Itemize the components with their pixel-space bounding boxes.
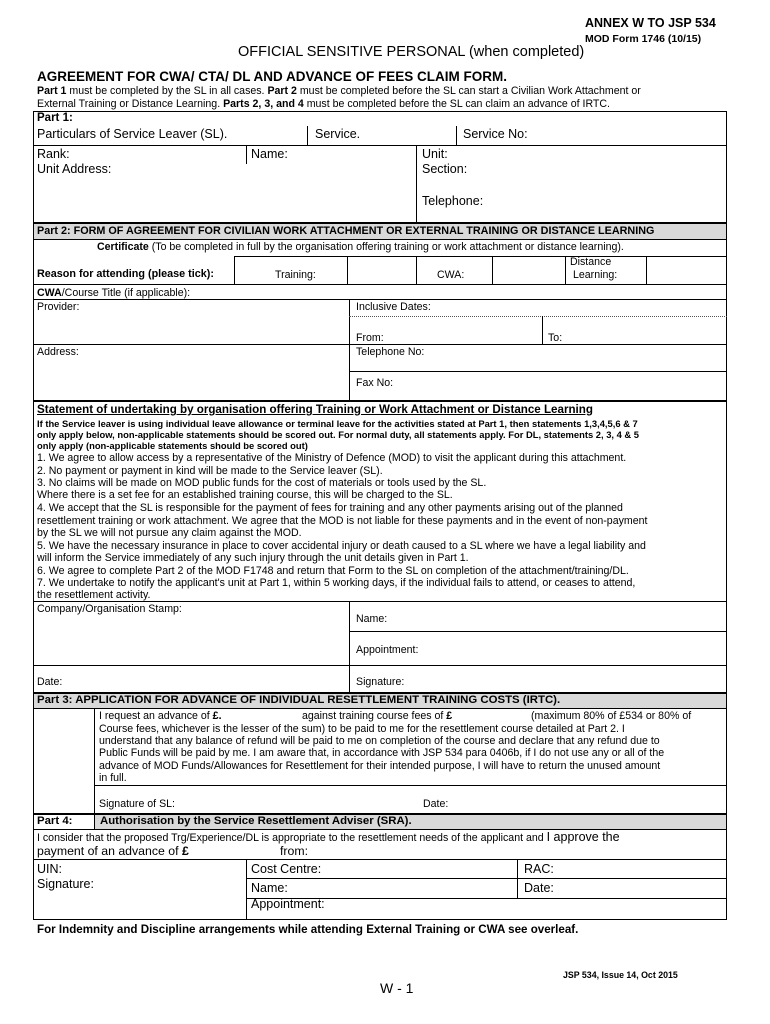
- statement-6: 6. We agree to complete Part 2 of the MOD F1748 and return that Form to the SL on completion of the attachment/training/DL.: [37, 565, 629, 577]
- org-date-field[interactable]: Date:: [37, 676, 63, 688]
- part3-heading: Part 3: APPLICATION FOR ADVANCE OF INDIVIDUAL RESETTLEMENT TRAINING COSTS (IRTC).: [37, 694, 561, 706]
- to-date-field[interactable]: To:: [548, 332, 563, 344]
- telephone-field[interactable]: Telephone:: [422, 194, 484, 208]
- undertaking-heading: Statement of undertaking by organisation offering Training or Work Attachment or Distance Learning: [37, 403, 593, 416]
- intro-line-2: External Training or Distance Learning. Parts 2, 3, and 4 must be completed before the SL can claim an advance of IRTC.: [37, 98, 610, 110]
- unit-address-field[interactable]: Unit Address:: [37, 162, 112, 176]
- service-field[interactable]: Service.: [315, 127, 361, 141]
- name-field[interactable]: Name:: [251, 147, 288, 161]
- undertaking-condition-2: only apply below, non-applicable statements should be scored out. For normal duty, all statements apply. For DL, statements 2, 3, 4 & 5: [37, 429, 640, 440]
- payment-from-field[interactable]: from:: [280, 844, 309, 858]
- statement-4-line-2: resettlement training or work attachment. We agree that the MOD is not liable for these payments and in the event of non-payment: [37, 515, 648, 527]
- statement-7-line-2: the resettlement activity.: [37, 589, 151, 601]
- intro-line-1: Part 1 must be completed by the SL in all cases. Part 2 must be completed before the SL can start a Civilian Work Attachment or: [37, 85, 641, 97]
- part3-text-line-6: in full.: [99, 772, 127, 784]
- page-title: AGREEMENT FOR CWA/ CTA/ DL AND ADVANCE OF FEES CLAIM FORM.: [37, 69, 507, 84]
- sl-date-field[interactable]: Date:: [423, 798, 449, 810]
- distance-tick-box[interactable]: [648, 258, 725, 282]
- maximum-note: (maximum 80% of £534 or 80% of: [531, 710, 692, 722]
- statement-1: 1. We agree to allow access by a representative of the Ministry of Defence (MOD) to visit the applicant during this attachment.: [37, 452, 627, 464]
- service-no-field[interactable]: Service No:: [463, 127, 528, 141]
- part3-text-line-2: Course fees, whichever is the lesser of the sum) to be paid to me for the resettlement course detailed at Part 2. I: [99, 723, 625, 735]
- sra-date-field[interactable]: Date:: [524, 881, 554, 895]
- cost-centre-field[interactable]: Cost Centre:: [251, 862, 322, 876]
- advance-payment-line[interactable]: payment of an advance of £: [37, 844, 189, 858]
- cwa-course-title-field[interactable]: CWA/Course Title (if applicable):: [37, 287, 191, 299]
- rank-field[interactable]: Rank:: [37, 147, 70, 161]
- jsp-issue: JSP 534, Issue 14, Oct 2015: [563, 970, 678, 980]
- org-name-field[interactable]: Name:: [356, 613, 388, 625]
- sra-name-field[interactable]: Name:: [251, 881, 288, 895]
- telephone-no-field[interactable]: Telephone No:: [356, 346, 425, 358]
- certificate-note: Certificate (To be completed in full by the organisation offering training or work attachment or distance learning).: [97, 241, 624, 253]
- page-number: W - 1: [380, 980, 414, 996]
- part4-heading: Authorisation by the Service Resettlement Adviser (SRA).: [100, 815, 412, 827]
- part4-label: Part 4:: [37, 815, 73, 827]
- inclusive-dates-label: Inclusive Dates:: [356, 301, 431, 313]
- statement-4-line-1: 4. We accept that the SL is responsible for the payment of fees for training and any other payments arising out of the planned: [37, 502, 623, 514]
- provider-field[interactable]: Provider:: [37, 301, 80, 313]
- cwa-tick-box[interactable]: [494, 258, 563, 282]
- advance-request-line[interactable]: I request an advance of £.: [99, 710, 222, 722]
- annex-reference: ANNEX W TO JSP 534: [585, 16, 716, 30]
- org-appointment-field[interactable]: Appointment:: [356, 644, 419, 656]
- part1-heading: Part 1:: [37, 112, 73, 124]
- rac-field[interactable]: RAC:: [524, 862, 554, 876]
- unit-field[interactable]: Unit:: [422, 147, 448, 161]
- company-stamp-field[interactable]: Company/Organisation Stamp:: [37, 603, 182, 615]
- sra-signature-field[interactable]: Signature:: [37, 877, 94, 891]
- statement-5-line-1: 5. We have the necessary insurance in place to cover accidental injury or death caused to a SL where we have a legal liability and: [37, 540, 646, 552]
- cwa-label: CWA:: [437, 269, 465, 281]
- address-field[interactable]: Address:: [37, 346, 79, 358]
- training-label: Training:: [275, 269, 316, 281]
- part4-approval-line: I consider that the proposed Trg/Experience/DL is appropriate to the resettlement needs of the applicant and I approve the: [37, 830, 620, 844]
- undertaking-condition-1: If the Service leaver is using individual leave allowance or terminal leave for the activities stated at Part 1, then statements 1,3,4,5,6 & 7: [37, 418, 638, 429]
- part3-text-line-3: understand that any balance of refund will be paid to me on completion of the course and declare that any refund due to: [99, 735, 660, 747]
- statement-2: 2. No payment or payment in kind will be made to the Service leaver (SL).: [37, 465, 383, 477]
- statement-7-line-1: 7. We undertake to notify the applicant's unit at Part 1, within 5 working days, if the individual fails to attend, or ceases to attend,: [37, 577, 636, 589]
- reason-label: Reason for attending (please tick):: [37, 268, 214, 280]
- course-fees-field[interactable]: against training course fees of £: [302, 710, 453, 722]
- statement-5-line-2: will inform the Service immediately of any such injury through the unit details given in Part 1.: [37, 552, 469, 564]
- statement-3: 3. No claims will be made on MOD public funds for the cost of materials or tools used by the SL.: [37, 477, 487, 489]
- sl-signature-field[interactable]: Signature of SL:: [99, 798, 175, 810]
- from-date-field[interactable]: From:: [356, 332, 384, 344]
- part3-text-line-4: Public Funds will be paid by me. I am aware that, in accordance with JSP 534 para 0406b, if I do not use any or all of the: [99, 747, 665, 759]
- part3-text-line-5: advance of MOD Funds/Allowances for Resettlement for their intended purpose, I will have to return the unused amount: [99, 760, 661, 772]
- distance-label-2: Learning:: [573, 269, 618, 281]
- section-field[interactable]: Section:: [422, 162, 468, 176]
- particulars-label: Particulars of Service Leaver (SL).: [37, 127, 228, 141]
- sra-appointment-field[interactable]: Appointment:: [251, 897, 325, 911]
- fax-no-field[interactable]: Fax No:: [356, 377, 394, 389]
- mod-form-number: MOD Form 1746 (10/15): [585, 33, 702, 45]
- distance-label-1: Distance: [570, 256, 612, 268]
- training-tick-box[interactable]: [349, 258, 414, 282]
- classification: OFFICIAL SENSITIVE PERSONAL (when completed): [238, 44, 585, 60]
- undertaking-condition-3: only apply (non-applicable statements should be scored out): [37, 440, 308, 451]
- uin-field[interactable]: UIN:: [37, 862, 62, 876]
- statement-4-line-3: by the SL we will not pursue any claim against the MOD.: [37, 527, 302, 539]
- part2-heading: Part 2: FORM OF AGREEMENT FOR CIVILIAN WORK ATTACHMENT OR EXTERNAL TRAINING OR DISTANCE LEARNING: [37, 225, 655, 237]
- org-signature-field[interactable]: Signature:: [356, 676, 405, 688]
- indemnity-note: For Indemnity and Discipline arrangements while attending External Training or CWA see overleaf.: [37, 923, 579, 936]
- statement-3-note: Where there is a set fee for an established training course, this will be charged to the SL.: [37, 489, 453, 501]
